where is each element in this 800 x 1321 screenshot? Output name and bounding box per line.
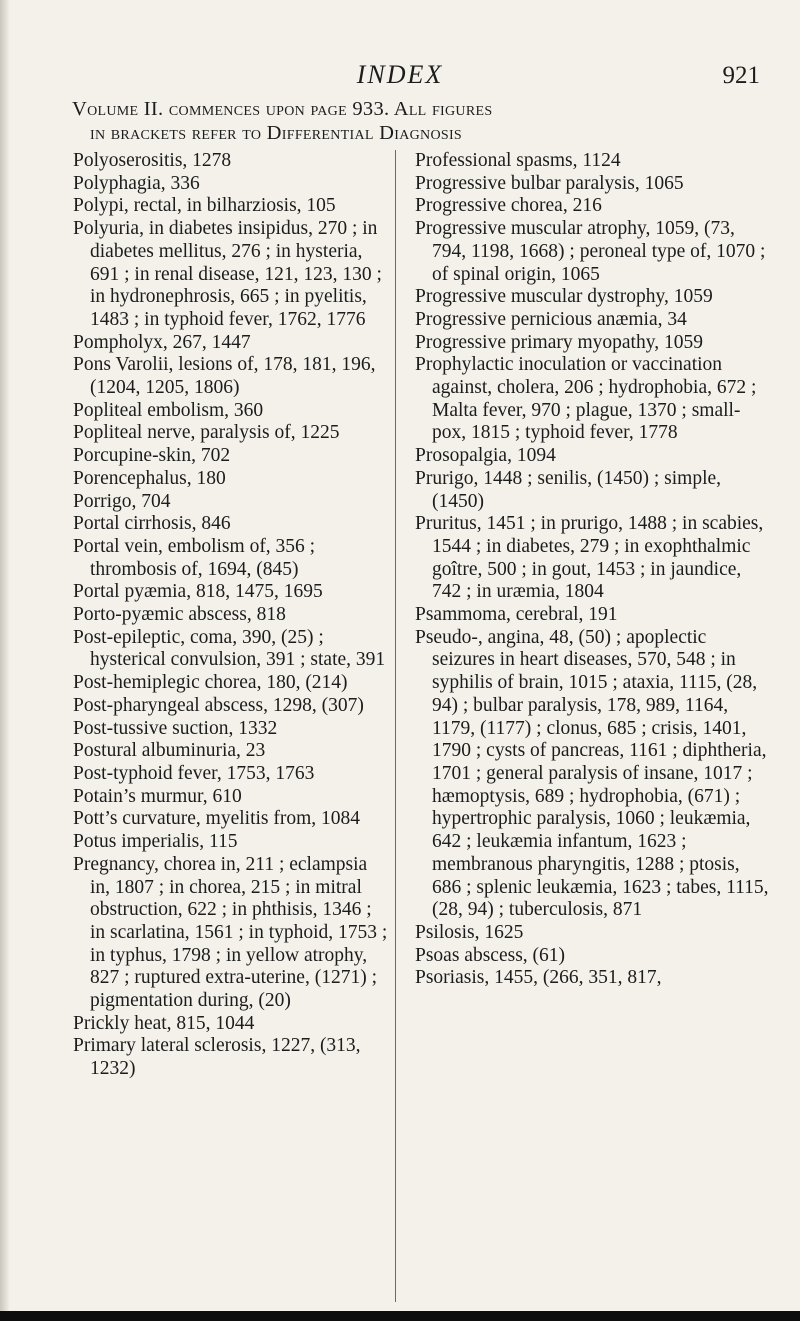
index-entry: Progressive pernicious anæmia, 34 [415,308,687,330]
index-entry: Pompholyx, 267, 1447 [73,331,251,353]
index-entry: Portal cirrhosis, 846 [73,513,231,535]
index-entry: Polyphagia, 336 [73,172,200,194]
index-entry: Pruritus, 1451 ; in prurigo, 1488 ; in scabies, 1544 ; in diabetes, 279 ; in exophthalmic goître, 500 ; in gout, 1453 ; in jaundice, 742 ; in uræmia, 1804 [415,513,764,603]
index-entry: Prosopalgia, 1094 [415,445,556,467]
index-entry: Postural albuminuria, 23 [73,740,266,762]
volume-notice [72,97,772,145]
index-entry: Post-tussive suction, 1332 [73,717,278,739]
index-entry: Progressive muscular dystrophy, 1059 [415,286,713,308]
index-entry: Portal vein, embolism of, 356 ; thrombosis of, 1694, (845) [73,535,316,580]
index-entry: Progressive chorea, 216 [415,195,602,217]
index-entry: Pons Varolii, lesions of, 178, 181, 196, (1204, 1205, 1806) [73,354,376,399]
index-column-right [415,150,770,990]
index-column-left [73,150,391,1081]
index-entry: Porcupine-skin, 702 [73,445,231,467]
running-head: INDEX [356,60,444,89]
index-entry: Psilosis, 1625 [415,921,524,943]
index-entry: Polyoserositis, 1278 [73,150,232,171]
index-entry: Porto-pyæmic abscess, 818 [73,604,286,626]
index-entry: Portal pyæmia, 818, 1475, 1695 [73,581,323,603]
index-entry: Polyuria, in diabetes insipidus, 270 ; in diabetes mellitus, 276 ; in hysteria, 691 ; in renal disease, 121, 123, 130 ; in hydronephrosis, 665 ; in pyelitis, 1483 ; in typhoid fever, 1762, 1776 [73,218,382,330]
index-entry: Psammoma, cerebral, 191 [415,604,618,626]
column-divider [395,150,396,1302]
index-entry: Pseudo-, angina, 48, (50) ; apoplectic seizures in heart diseases, 570, 548 ; in syphilis of brain, 1015 ; ataxia, 1115, (28, 94) ; bulbar paralysis, 178, 989, 1164, 1179, (1177) ; clonus, 685 ; crisis, 1401, 1790 ; cysts of pancreas, 1161 ; diphtheria, 1701 ; general paralysis of insane, 1017 ; hæmoptysis, 689 ; hydrophobia, (671) ; hypertrophic paralysis, 1060 ; leukæmia, 642 ; leukæmia infantum, 1623 ; membranous pharyngitis, 1288 ; ptosis, 686 ; splenic leukæmia, 1623 ; tabes, 1115, (28, 94) ; tuberculosis, 871 [415,626,769,921]
index-entry: Popliteal embolism, 360 [73,399,264,421]
index-entry: Pott’s curvature, myelitis from, 1084 [73,808,361,830]
index-entry: Primary lateral sclerosis, 1227, (313, 1232) [73,1035,361,1080]
index-entry: Progressive primary myopathy, 1059 [415,331,703,353]
index-entry: Progressive bulbar paralysis, 1065 [415,172,684,194]
index-entry: Prickly heat, 815, 1044 [73,1012,255,1034]
index-entry: Pregnancy, chorea in, 211 ; eclampsia in, 1807 ; in chorea, 215 ; in mitral obstruction, 622 ; in phthisis, 1346 ; in scarlatina, 1561 ; in typhoid, 1753 ; in typhus, 1798 ; in yellow atrophy, 827 ; ruptured extra-uterine, (1271) ; pigmentation during, (20) [73,853,388,1012]
index-entry: Prurigo, 1448 ; senilis, (1450) ; simple, (1450) [415,467,722,512]
index-entry: Potus imperialis, 115 [73,831,238,853]
index-entry: Psoriasis, 1455, (266, 351, 817, [415,967,662,989]
index-entry: Popliteal nerve, paralysis of, 1225 [73,422,340,444]
page-edge-shadow [0,0,10,1321]
index-entry: Professional spasms, 1124 [415,150,621,171]
index-entry: Post-typhoid fever, 1753, 1763 [73,762,315,784]
index-entry: Potain’s murmur, 610 [73,785,242,807]
index-entry: Post-epileptic, coma, 390, (25) ; hysterical convulsion, 391 ; state, 391 [73,626,386,671]
index-entry: Porencephalus, 180 [73,467,226,489]
scan-bottom-edge [0,1311,800,1321]
index-entry: Prophylactic inoculation or vaccination against, cholera, 206 ; hydrophobia, 672 ; Malta fever, 970 ; plague, 1370 ; small-pox, 1815 ; typhoid fever, 1778 [415,354,757,444]
index-entry: Polypi, rectal, in bilharziosis, 105 [73,195,336,217]
page-number: 921 [722,62,760,89]
index-entry: Porrigo, 704 [73,490,171,512]
index-entry: Psoas abscess, (61) [415,944,566,966]
index-entry: Post-hemiplegic chorea, 180, (214) [73,672,348,694]
volume-notice-line-1: Volume II. commences upon page 933. All figures [72,98,493,120]
index-entry: Post-pharyngeal abscess, 1298, (307) [73,694,364,716]
volume-notice-line-2: in brackets refer to Differential Diagnosis [90,122,463,144]
index-entry: Progressive muscular atrophy, 1059, (73, 794, 1198, 1668) ; peroneal type of, 1070 ; of spinal origin, 1065 [415,218,766,285]
